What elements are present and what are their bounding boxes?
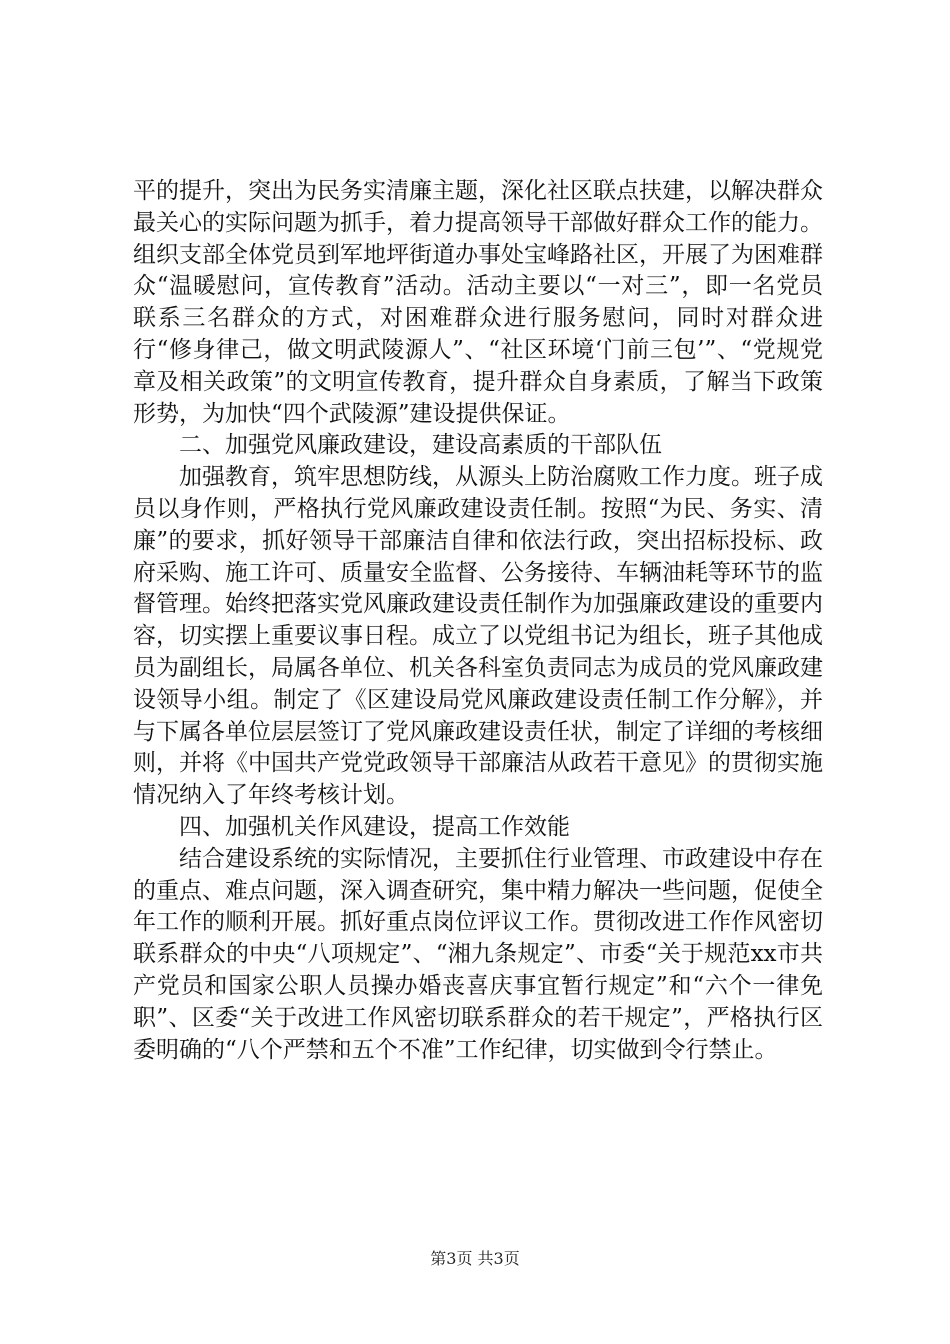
paragraph-work-style: 结合建设系统的实际情况，主要抓住行业管理、市政建设中存在的重点、难点问题，深入调查研究，集中精力解决一些问题，促使全年工作的顺利开展。抓好重点岗位评议工作。贯彻改进工作作风密切联系群众的中央“八项规定”、“湘九条规定”、市委“关于规范xx市共产党员和国家公职人员操办婚丧喜庆事宜暂行规定”和“六个一律免职”、区委“关于改进工作风密切联系群众的若干规定”，严格执行区委明确的“八个严禁和五个不准”工作纪律，切实做到令行禁止。 (133, 845, 823, 1063)
page-number-label: 第3页 共3页 (430, 1249, 520, 1268)
section-heading-2: 二、加强党风廉政建设，建设高素质的干部队伍 (179, 432, 662, 459)
page-footer (0, 1246, 950, 1269)
paragraph-party-conduct: 加强教育，筑牢思想防线，从源头上防治腐败工作力度。班子成员以身作则，严格执行党风廉政建设责任制。按照“为民、务实、清廉”的要求，抓好领导干部廉洁自律和依法行政，突出招标投标、政府采购、施工许可、质量安全监督、公务接待、车辆油耗等环节的监督管理。始终把落实党风廉政建设责任制作为加强廉政建设的重要内容，切实摆上重要议事日程。成立了以党组书记为组长，班子其他成员为副组长，局属各单位、机关各科室负责同志为成员的党风廉政建设领导小组。制定了《区建设局党风廉政建设责任制工作分解》，并与下属各单位层层签订了党风廉政建设责任状，制定了详细的考核细则，并将《中国共产党党政领导干部廉洁从政若干意见》的贯彻实施情况纳入了年终考核计划。 (133, 464, 823, 809)
document-body (133, 176, 823, 1066)
paragraph-continued: 平的提升，突出为民务实清廉主题，深化社区联点扶建，以解决群众最关心的实际问题为抓手，着力提高领导干部做好群众工作的能力。组织支部全体党员到军地坪街道办事处宝峰路社区，开展了为困难群众“温暖慰问，宣传教育”活动。活动主要以“一对三”，即一名党员联系三名群众的方式，对困难群众进行服务慰问，同时对群众进行“修身律己，做文明武陵源人”、“社区环境‘门前三包’”、“党规党章及相关政策”的文明宣传教育，提升群众自身素质，了解当下政策形势，为加快“四个武陵源”建设提供保证。 (133, 178, 823, 427)
section-heading-4: 四、加强机关作风建设，提高工作效能 (179, 813, 570, 840)
